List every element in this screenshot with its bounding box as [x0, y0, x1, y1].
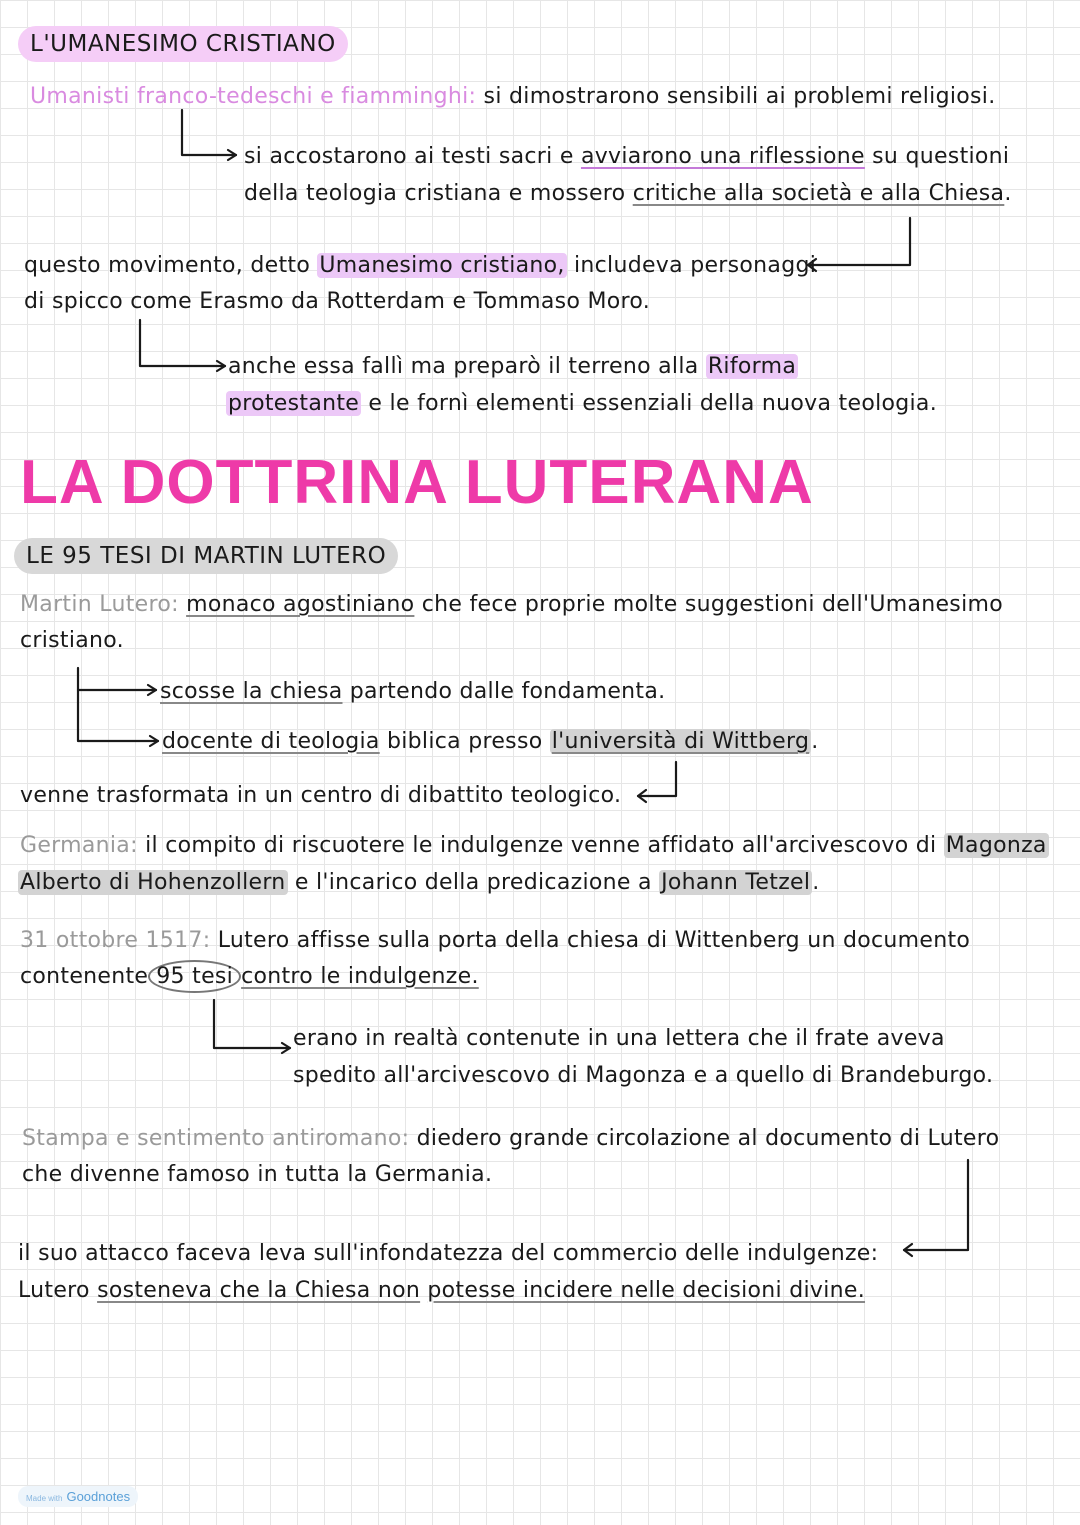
label-stampa: Stampa e sentimento antiromano:: [22, 1126, 410, 1151]
arrow-6: [214, 1000, 290, 1048]
arrow-4: [78, 668, 158, 741]
bullet-accostarono-line2: della teologia cristiana e mossero critiche alla società e alla Chiesa.: [244, 181, 1012, 206]
bullet-fallì-line1: anche essa fallì ma preparò il terreno alla Riforma: [228, 354, 797, 379]
paragraph-stampa-line1: Stampa e sentimento antiromano: diedero grande circolazione al documento di Lutero: [22, 1126, 1000, 1151]
label-31-ottobre-1517: 31 ottobre 1517:: [20, 928, 211, 953]
arrow-2: [808, 218, 910, 265]
section-heading-95-tesi: LE 95 TESI DI MARTIN LUTERO: [14, 538, 398, 574]
bullet-accostarono-line1: si accostarono ai testi sacri e avviarono una riflessione su questioni: [244, 144, 1010, 169]
highlight-protestante: protestante: [228, 391, 360, 416]
bullet-fallì-line2: protestante e le fornì elementi essenziali della nuova teologia.: [228, 391, 938, 416]
bullet-lettera-line1: erano in realtà contenute in una lettera che il frate aveva: [293, 1026, 945, 1051]
bullet-lettera-line2: spedito all'arcivescovo di Magonza e a quello di Brandeburgo.: [293, 1063, 994, 1088]
paragraph-31-ottobre-line1: 31 ottobre 1517: Lutero affisse sulla porta della chiesa di Wittenberg un documento: [20, 928, 971, 953]
highlight-riforma: Riforma: [707, 354, 797, 379]
paragraph-germania-line1: Germania: il compito di riscuotere le indulgenze venne affidato all'arcivescovo di Magonza: [20, 833, 1047, 858]
paragraph-movimento-line1: questo movimento, detto Umanesimo cristiano, includeva personaggi: [24, 253, 817, 278]
paragraph-attacco-line1: il suo attacco faceva leva sull'infondatezza del commercio delle indulgenze:: [18, 1241, 879, 1266]
paragraph-centro-dibattito: venne trasformata in un centro di dibattito teologico.: [20, 783, 622, 808]
paragraph-attacco-line2: Lutero sosteneva che la Chiesa non potesse incidere nelle decisioni divine.: [18, 1278, 866, 1303]
arrow-3: [140, 320, 225, 366]
paragraph-umanisti: Umanisti franco-tedeschi e fiamminghi: si dimostrarono sensibili ai problemi religiosi.: [30, 84, 996, 109]
highlight-universita-wittberg: l'università di Wittberg: [551, 729, 810, 754]
goodnotes-badge: Made with Goodnotes: [18, 1486, 138, 1507]
paragraph-lutero-line2: cristiano.: [20, 628, 124, 653]
label-martin-lutero: Martin Lutero:: [20, 592, 179, 617]
paragraph-lutero-line1: Martin Lutero: monaco agostiniano che fece proprie molte suggestioni dell'Umanesimo: [20, 592, 1003, 617]
paragraph-movimento-line2: di spicco come Erasmo da Rotterdam e Tommaso Moro.: [24, 289, 651, 314]
bullet-scosse: scosse la chiesa partendo dalle fondamenta.: [160, 679, 666, 704]
highlight-magonza: Magonza: [945, 833, 1047, 858]
highlight-alberto-hohenzollern: Alberto di Hohenzollern: [20, 870, 286, 895]
label-germania: Germania:: [20, 833, 138, 858]
arrow-7: [904, 1160, 968, 1250]
section-heading-umanesimo: L'UMANESIMO CRISTIANO: [18, 26, 348, 62]
paragraph-germania-line2: Alberto di Hohenzollern e l'incarico della predicazione a Johann Tetzel.: [20, 870, 820, 895]
paragraph-stampa-line2: che divenne famoso in tutta la Germania.: [22, 1162, 493, 1187]
page-title: LA DOTTRINA LUTERANA: [20, 448, 814, 517]
highlight-johann-tetzel: Johann Tetzel: [661, 870, 811, 895]
paragraph-31-ottobre-line2: contenente 95 tesi contro le indulgenze.: [20, 964, 479, 990]
circled-95-tesi: 95 tesi: [148, 960, 241, 993]
highlight-umanesimo-cristiano: Umanesimo cristiano,: [319, 253, 565, 278]
bullet-docente: docente di teologia biblica presso l'università di Wittberg.: [162, 729, 819, 754]
label-umanisti: Umanisti franco-tedeschi e fiamminghi:: [30, 84, 477, 109]
arrow-1: [182, 110, 236, 155]
